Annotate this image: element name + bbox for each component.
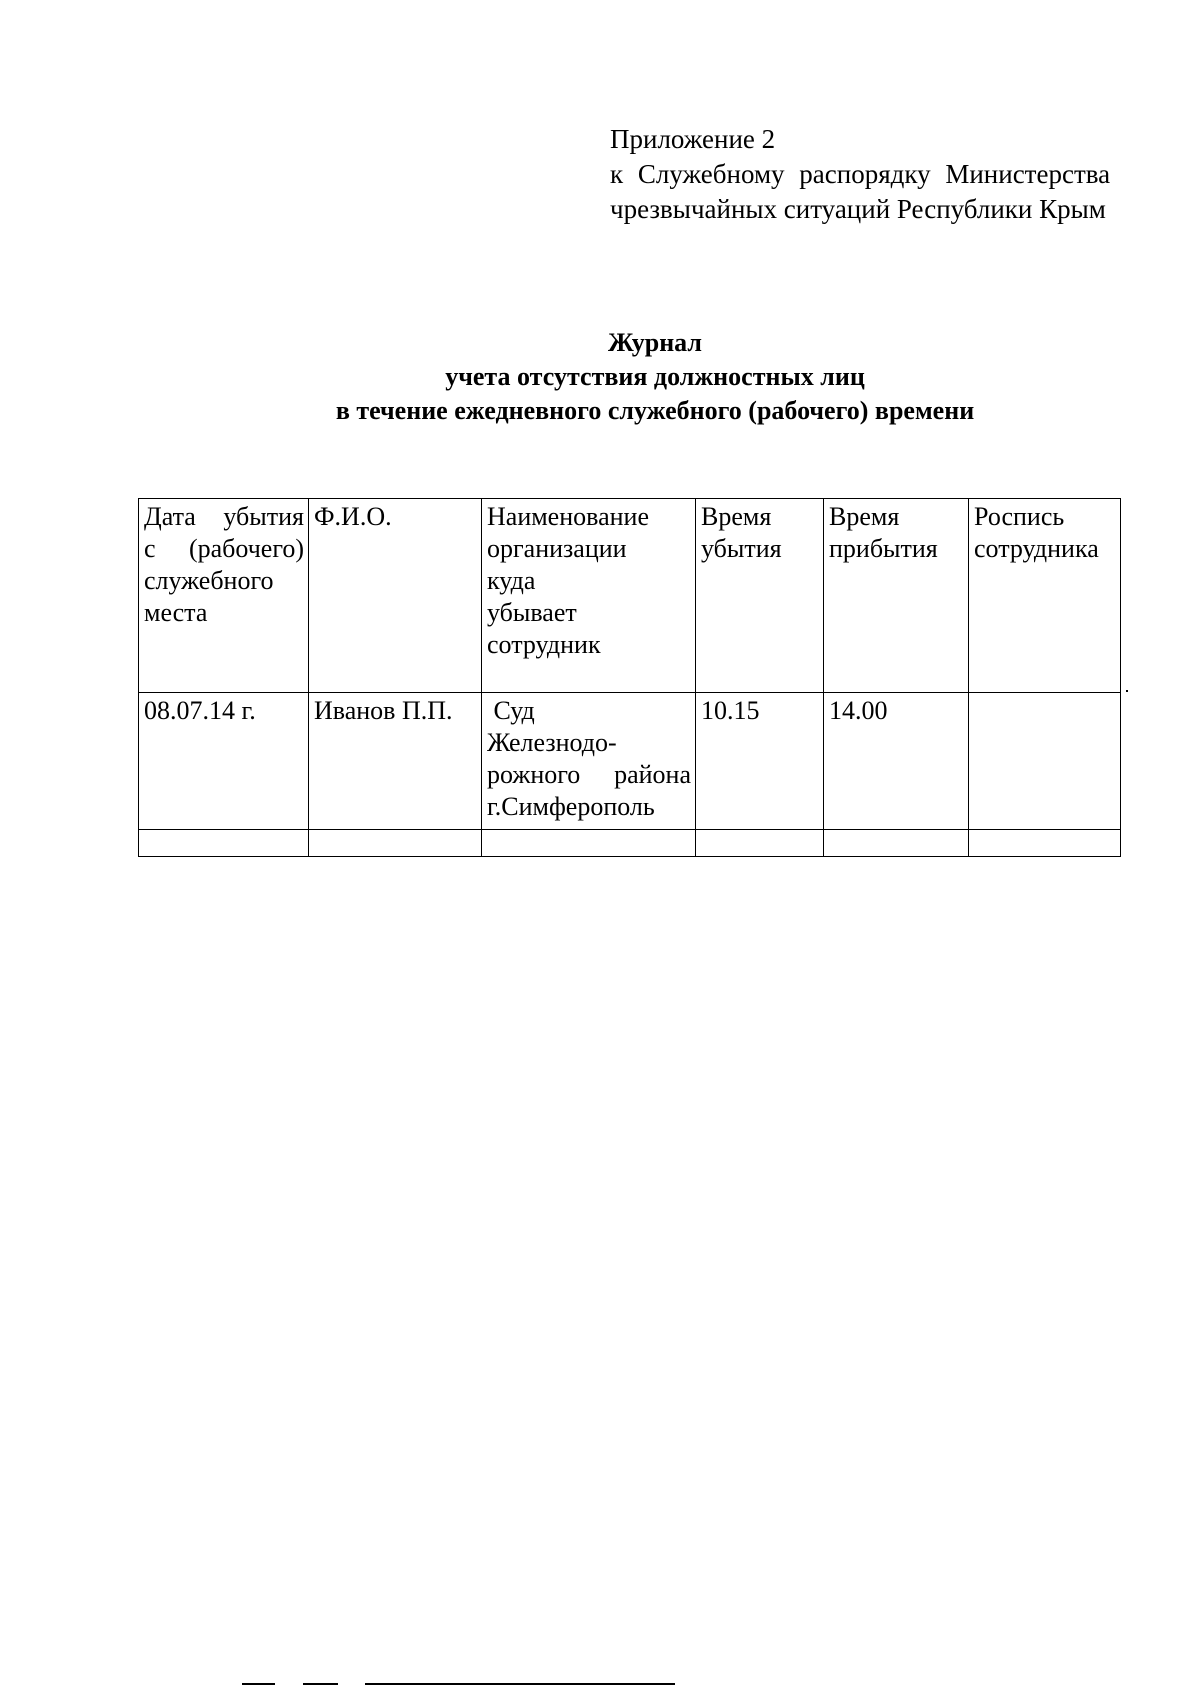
cell-organization: Суд Железнодо- рожного района г.Симферополь (482, 693, 696, 830)
appendix-reference: к Служебному распорядку Министерства (610, 159, 1111, 189)
empty-cell (824, 830, 969, 857)
empty-cell (482, 830, 696, 857)
document-title (0, 326, 1200, 428)
cell-arrival-time: 14.00 (824, 693, 969, 830)
empty-cell (969, 830, 1121, 857)
header-organization: Наименование организации куда убывает сотрудник (482, 499, 696, 693)
appendix-block (610, 122, 1150, 227)
cell-signature (969, 693, 1121, 830)
header-employee-signature: Роспись сотрудника (969, 499, 1121, 693)
header-full-name: Ф.И.О. (309, 499, 482, 693)
header-departure-date: Дата убытия с (рабочего) служебного места (139, 499, 309, 693)
footer-scan-marks (0, 1683, 1200, 1686)
cell-departure-time: 10.15 (696, 693, 824, 830)
title-subject: учета отсутствия должностных лиц (445, 362, 865, 391)
empty-cell (696, 830, 824, 857)
footer-mark (303, 1683, 338, 1685)
appendix-ministry: чрезвычайных ситуаций Республики Крым (610, 194, 1106, 224)
scan-artifact (1126, 690, 1128, 692)
absence-journal-table (138, 498, 1121, 857)
table-header-row (139, 499, 1121, 693)
title-journal: Журнал (608, 328, 702, 357)
appendix-number: Приложение 2 (610, 124, 776, 154)
cell-date: 08.07.14 г. (139, 693, 309, 830)
header-arrival-time: Время прибытия (824, 499, 969, 693)
table-row (139, 693, 1121, 830)
footer-mark (365, 1683, 675, 1685)
header-departure-time: Время убытия (696, 499, 824, 693)
cell-full-name: Иванов П.П. (309, 693, 482, 830)
table-row-empty (139, 830, 1121, 857)
empty-cell (309, 830, 482, 857)
footer-mark (242, 1683, 275, 1685)
empty-cell (139, 830, 309, 857)
title-period: в течение ежедневного служебного (рабочего) времени (335, 396, 975, 425)
